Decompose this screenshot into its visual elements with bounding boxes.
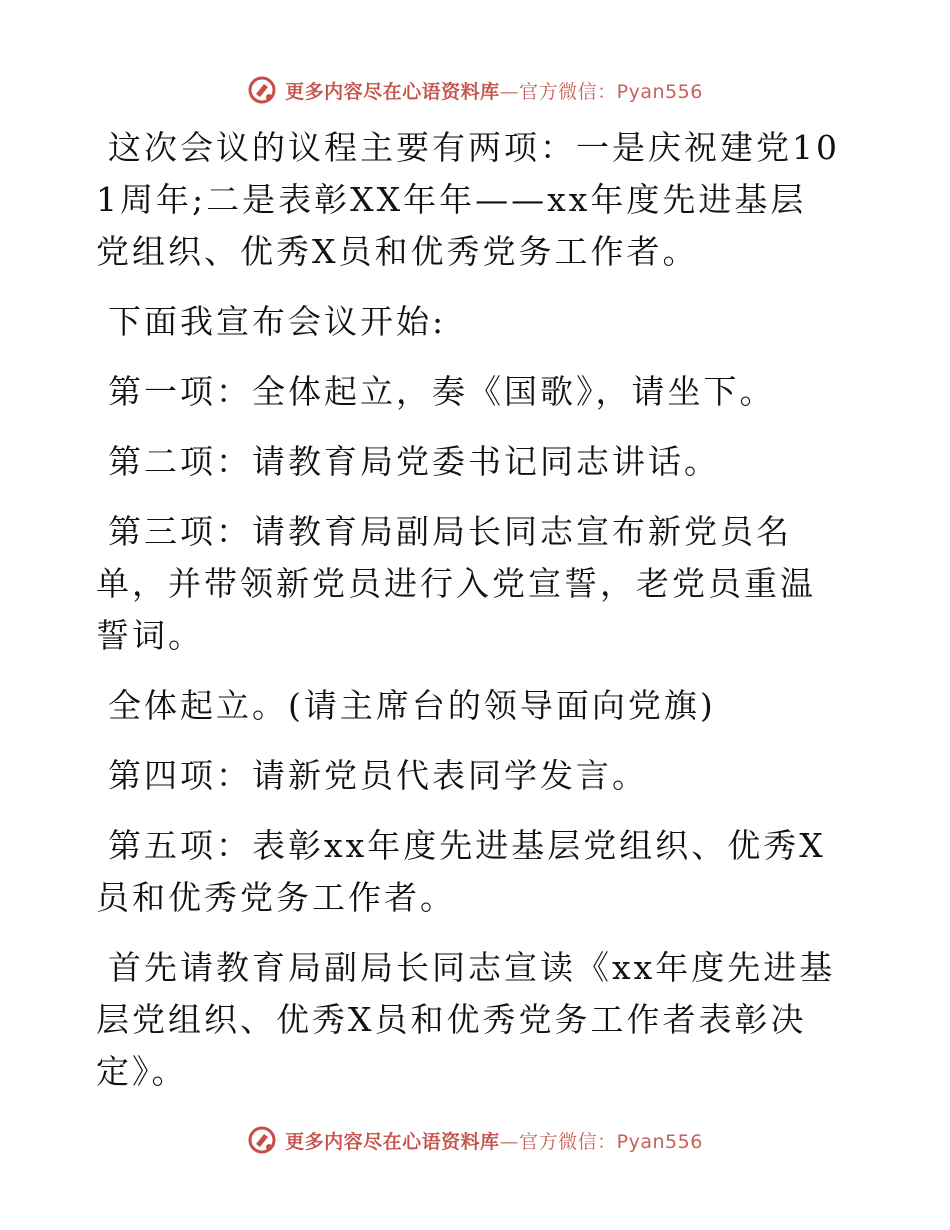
footer-banner-main: 更多内容尽在心语资料库 [285,1130,500,1153]
header-banner-text [285,77,703,104]
footer-banner-separator: — [499,1130,520,1153]
document-body [96,122,841,1116]
footer-banner [0,1120,950,1160]
footer-banner-contact: 官方微信：Pyan556 [519,1130,703,1153]
paragraph-item-2: 第二项：请教育局党委书记同志讲话。 [108,442,720,481]
footer-banner-text [285,1127,703,1154]
paragraph-item-5: 第五项：表彰xx年度先进基层党组织、优秀X员和优秀党务工作者。 [96,826,826,917]
seal-logo-icon [247,75,277,105]
paragraph-meeting-start: 下面我宣布会议开始: [108,302,447,341]
header-banner [0,70,950,110]
paragraph-agenda: 这次会议的议程主要有两项：一是庆祝建党101周年;二是表彰XX年年——xx年度先进基层党组织、优秀X员和优秀党务工作者。 [96,128,840,271]
paragraph-item-1: 第一项：全体起立，奏《国歌》，请坐下。 [108,372,776,411]
paragraph-announcement: 首先请教育局副局长同志宣读《xx年度先进基层党组织、优秀X员和优秀党务工作者表彰决定》。 [96,948,836,1091]
header-banner-separator: — [499,80,520,103]
header-banner-main: 更多内容尽在心语资料库 [285,80,500,103]
paragraph-item-3: 第三项：请教育局副局长同志宣布新党员名单，并带领新党员进行入党宣誓，老党员重温誓词。 [96,512,816,655]
paragraph-stand-up: 全体起立。(请主席台的领导面向党旗) [108,686,716,725]
header-banner-contact: 官方微信：Pyan556 [519,80,703,103]
paragraph-item-4: 第四项：请新党员代表同学发言。 [108,756,648,795]
seal-logo-icon [247,1125,277,1155]
